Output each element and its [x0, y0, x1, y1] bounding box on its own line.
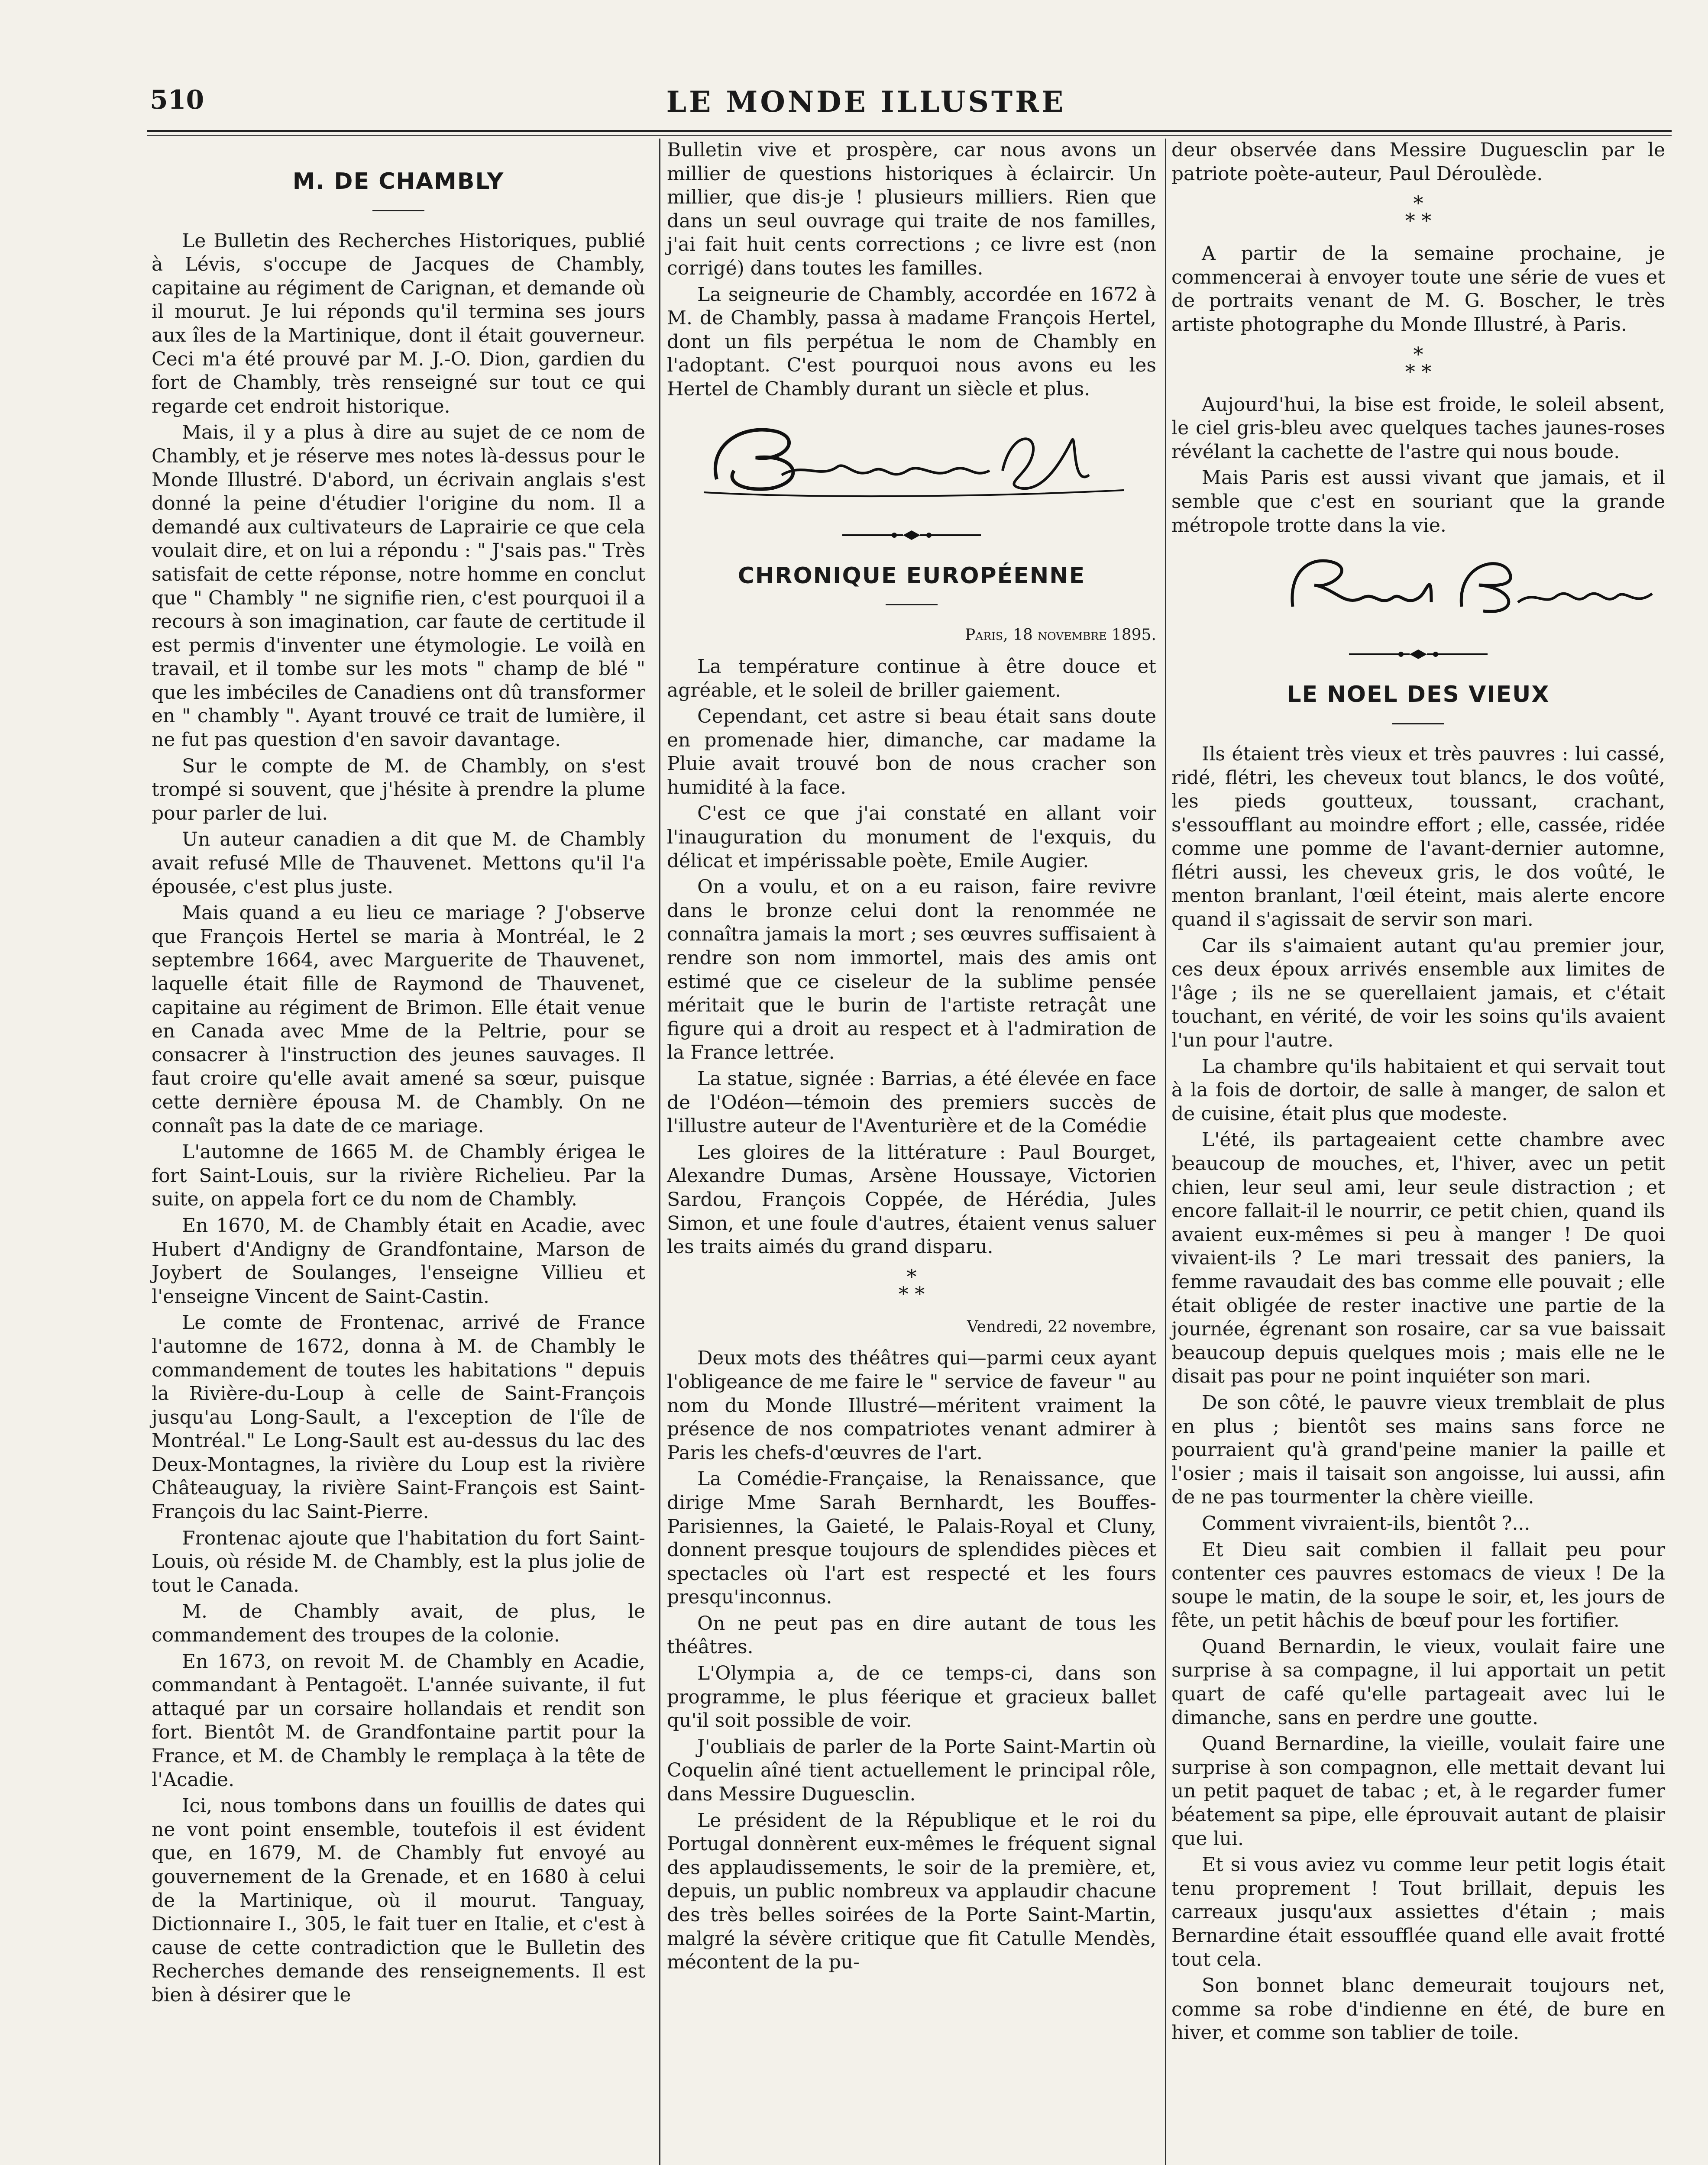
paragraph: On a voulu, et on a eu raison, faire revivre dans le bronze celui dont la renommée ne connaîtra jamais la mort ; ses œuvres suffisaient à rendre son nom immortel, mais des amis ont estimé que ce ciseleur de la sublime pensée méritait que le burin de l'artiste retraçât une figure qui a droit au respect et à l'admiration de la France lettrée. [667, 876, 1156, 1064]
ornamental-rule [667, 524, 1156, 548]
dateline: Paris, 18 novembre 1895. [964, 626, 1156, 644]
paragraph: Car ils s'aimaient autant qu'au premier jour, ces deux époux arrivés ensemble aux limites de l'âge ; ils ne se querellaient jamais, et c'était touchant, en vérité, de voir les soins qu'ils avaient l'un pour l'autre. [1171, 934, 1665, 1052]
column-rule-2 [1165, 139, 1166, 2165]
paragraph: Bulletin vive et prospère, car nous avons un millier de questions historiques à éclaircir. Un millier, que dis-je ! plusieurs milliers. Rien que dans un seul ouvrage qui traite de nos familles, j'ai fait huit cents corrections ; ce livre est (non corrigé) dans toutes les familles. [667, 139, 1156, 279]
paragraph: M. de Chambly avait, de plus, le commandement des troupes de la colonie. [152, 1600, 645, 1647]
paragraph: Ils étaient très vieux et très pauvres : lui cassé, ridé, flétri, les cheveux tout blancs, le dos voûté, les pieds goutteux, toussant, crachant, s'essoufflant au moindre effort ; elle, cassée, ridée comme une pomme de l'avant-dernier automne, flétri aussi, les cheveux gris, le dos voûté, le menton branlant, l'œil éteint, mais alerte encore quand il s'agissait de servir son mari. [1171, 743, 1665, 931]
header-rule [147, 130, 1672, 132]
paragraph: La seigneurie de Chambly, accordée en 1672 à M. de Chambly, passa à madame François Hertel, dont un fils perpétua le nom de Chambly en l'adoptant. C'est pourquoi nous avons eu les Hertel de Chambly durant un siècle et plus. [667, 283, 1156, 400]
paragraph: On ne peut pas en dire autant de tous les théâtres. [667, 1612, 1156, 1658]
article-body-chambly [152, 229, 645, 2007]
paragraph: Ici, nous tombons dans un fouillis de dates qui ne vont point ensemble, toutefois il est évident que, en 1679, M. de Chambly fut envoyé au gouvernement de la Grenade, et en 1680 à celui de la Martinique, où il mourut. Tanguay, Dictionnaire I., 305, le fait tuer en Italie, et c'est à cause de cette contradiction que le Bulletin des Recherches demande des renseignements. Il est bien à désirer que le [152, 1795, 645, 2006]
ornamental-rule [1171, 643, 1665, 667]
article-heading-chronique: CHRONIQUE EUROPÉENNE [738, 562, 1086, 589]
paragraph: Son bonnet blanc demeurait toujours net, comme sa robe d'indienne en été, de bure en hiver, et comme son tablier de toile. [1171, 1974, 1665, 2044]
paragraph: Mais, il y a plus à dire au sujet de ce nom de Chambly, et je réserve mes notes là-dessus pour le Monde Illustré. D'abord, un écrivain anglais s'est donné la peine d'étudier l'origine du nom. Il a demandé aux cultivateurs de Laprairie ce que cela voulait dire, et on lui a répondu : " J'sais pas." Très satisfait de cette réponse, notre homme en conclut que " Chambly " ne signifie rien, c'est pourquoi il a recours à son imagination, car faute de certitude il est permis d'inventer une étymologie. Le voilà en travail, et il tombe sur les mots " champ de blé " que les imbéciles de Canadiens ont dû transformer en " chambly ". Ayant trouvé ce trait de lumière, il ne fut pas question d'en savoir davantage. [152, 421, 645, 751]
paragraph: Comment vivraient-ils, bientôt ?... [1202, 1512, 1530, 1535]
column-1 [152, 139, 645, 2007]
paragraph: Le président de la République et le roi du Portugal donnèrent eux-mêmes le fréquent signal des applaudissements, le soir de la première, et, depuis, un public nombreux va applaudir chacune des très belles soirées de la Porte Saint-Martin, malgré la sévère critique que fit Catulle Mendès, mécontent de la pu- [667, 1809, 1156, 1974]
article-heading-noel: LE NOEL DES VIEUX [1287, 682, 1550, 708]
page-number: 510 [150, 85, 204, 115]
paragraph: J'oubliais de parler de la Porte Saint-Martin où Coquelin aîné tient actuellement le principal rôle, dans Messire Duguesclin. [667, 1735, 1156, 1806]
handwritten-signature-icon [691, 406, 1132, 505]
paragraph: Mais Paris est aussi vivant que jamais, et il semble que c'est en souriant que la grande métropole trotte dans la vie. [1171, 467, 1665, 536]
paragraph: La chambre qu'ils habitaient et qui servait tout à la fois de dortoir, de salle à manger, de salon et de cuisine, était plus que modeste. [1171, 1055, 1665, 1125]
asterism-icon: * * * [1405, 191, 1432, 233]
signature-brosseau [1171, 542, 1665, 630]
paragraph: En 1673, on revoit M. de Chambly en Acadie, commandant à Pentagoët. L'année suivante, il fut attaqué par un corsaire hollandais et rendit son fort. Bientôt M. de Grandfontaine partit pour la France, et M. de Chambly le remplaça à la tête de l'Acadie. [152, 1650, 645, 1791]
paragraph: A partir de la semaine prochaine, je commencerai à envoyer toute une série de vues et de portraits venant de M. G. Boscher, le très artiste photographe du Monde Illustré, à Paris. [1171, 242, 1665, 336]
paragraph: C'est ce que j'ai constaté en allant voir l'inauguration du monument de l'exquis, du délicat et impérissable poète, Emile Augier. [667, 802, 1156, 872]
paragraph: Les gloires de la littérature : Paul Bourget, Alexandre Dumas, Arsène Houssaye, Victorien Sardou, François Coppée, de Hérédia, Jules Simon, et une foule d'autres, étaient venus saluer les traits aimés du grand disparu. [667, 1141, 1156, 1258]
paragraph: Deux mots des théâtres qui—parmi ceux ayant l'obligeance de me faire le " service de faveur " au nom du Monde Illustré—méritent vraiment la présence de nos compatriotes venant admirer à Paris les chefs-d'œuvres de l'art. [667, 1347, 1156, 1464]
paragraph: La Comédie-Française, la Renaissance, que dirige Mme Sarah Bernhardt, les Bouffes-Parisiennes, la Gaieté, le Palais-Royal et Cluny, donnent presque toujours de splendides pièces et spectacles où l'art est respecté et les fours presqu'inconnus. [667, 1468, 1156, 1609]
ornamental-rule-icon [838, 529, 985, 542]
heading-rule [1392, 723, 1444, 724]
paragraph: Quand Bernardine, la vieille, voulait faire une surprise à son compagnon, elle mettait devant lui un petit paquet de tabac ; et, à le regarder fumer béatement sa pipe, elle éprouvait autant de plaisir que lui. [1171, 1733, 1665, 1850]
article-heading-chambly: M. DE CHAMBLY [292, 168, 505, 194]
column-3 [1171, 139, 1665, 2045]
paragraph: Sur le compte de M. de Chambly, on s'est trompé si souvent, que j'hésite à prendre la plume pour parler de lui. [152, 755, 645, 824]
column-rule-1 [659, 139, 660, 2165]
signature-sulte [667, 406, 1156, 511]
paragraph: La température continue à être douce et agréable, et le soleil de briller gaiement. [667, 655, 1156, 701]
paragraph: Frontenac ajoute que l'habitation du fort Saint-Louis, où réside M. de Chambly, est la plus jolie de tout le Canada. [152, 1527, 645, 1596]
dateline: Vendredi, 22 novembre, [967, 1318, 1156, 1336]
paragraph: De son côté, le pauvre vieux tremblait de plus en plus ; bientôt ses mains sans force ne pourraient qu'à grand'peine manier la paille et l'osier ; mais il taisait son angoisse, lui aussi, afin de ne pas tourmenter la chère vieille. [1171, 1391, 1665, 1509]
paragraph: En 1670, M. de Chambly était en Acadie, avec Hubert d'Andigny de Grandfontaine, Marson de Joybert de Soulanges, l'enseigne Villieu et l'enseigne Vincent de Saint-Castin. [152, 1214, 645, 1308]
paragraph: Et Dieu sait combien il fallait peu pour contenter ces pauvres estomacs de vieux ! De la soupe le matin, de la soupe le soir, et, les jours de fête, un petit hâchis de bœuf pour les fortifier. [1171, 1538, 1665, 1632]
paragraph: Aujourd'hui, la bise est froide, le soleil absent, le ciel gris-bleu avec quelques taches jaunes-roses révélant la cachette de l'astre qui nous boude. [1171, 393, 1665, 463]
paragraph: Cependant, cet astre si beau était sans doute en promenade hier, dimanche, car madame la Pluie avait trouvé bon de nous cracher son humidité à la face. [667, 705, 1156, 798]
paragraph: La statue, signée : Barrias, a été élevée en face de l'Odéon—témoin des premiers succès de l'illustre auteur de l'Aventurière et de la Comédie [667, 1068, 1156, 1137]
paragraph: Et si vous aviez vu comme leur petit logis était tenu proprement ! Tout brillait, depuis les carreaux jusqu'aux assiettes d'étain ; mais Bernardine était essoufflée quand elle avait frotté tout cela. [1171, 1854, 1665, 1971]
paragraph: Le comte de Frontenac, arrivé de France l'automne de 1672, donna à M. de Chambly le commandement de toutes les habitations " depuis la Rivière-du-Loup à celle de Saint-François jusqu'au Long-Sault, a l'exception de l'île de Montréal." Le Long-Sault est au-dessus du lac des Deux-Montagnes, la rivière du Loup est la rivière Châteauguay, la rivière Saint-François est Saint-François du lac Saint-Pierre. [152, 1312, 645, 1523]
paragraph: L'été, ils partageaient cette chambre avec beaucoup de mouches, et, l'hiver, avec un petit chien, leur seul ami, leur seule distraction ; et encore fallait-il le nourrir, ce petit chien, quand ils avaient eux-mêmes si peu à manger ! De quoi vivaient-ils ? Le mari tressait des paniers, la femme ravaudait des bas comme elle pouvait ; elle était obligée de rester inactive une partie de la journée, égrenant son rosaire, car sa vue baissait beaucoup depuis quelques mois ; mais elle ne le disait pas pour ne point inquiéter son mari. [1171, 1129, 1665, 1388]
heading-rule [372, 210, 424, 211]
paragraph: L'automne de 1665 M. de Chambly érigea le fort Saint-Louis, sur la rivière Richelieu. Par la suite, on appela fort ce du nom de Chambly. [152, 1141, 645, 1211]
heading-rule [886, 604, 938, 605]
paragraph: Quand Bernardin, le vieux, voulait faire une surprise à sa compagne, il lui apportait un petit quart de café qu'elle partageait avec lui le dimanche, sans en perdre une goutte. [1171, 1635, 1665, 1729]
handwritten-signature-icon [1275, 542, 1665, 624]
asterism-icon: * * * [898, 1264, 925, 1305]
paragraph: Un auteur canadien a dit que M. de Chambly avait refusé Mlle de Thauvenet. Mettons qu'il l'a épousée, c'est plus juste. [152, 828, 645, 898]
column-2 [667, 139, 1156, 1974]
paragraph: Mais quand a eu lieu ce mariage ? J'observe que François Hertel se maria à Montréal, le 2 septembre 1664, avec Marguerite de Thauvenet, laquelle était fille de Raymond de Thauvenet, capitaine au régiment de Brimon. Elle était venue en Canada avec Mme de la Peltrie, pour se consacrer à l'instruction des jeunes sauvages. Il faut croire qu'elle avait amené sa sœur, puisque cette dernière épousa M. de Chambly. On ne connaît pas la date de ce mariage. [152, 902, 645, 1137]
masthead-title: LE MONDE ILLUSTRE [666, 85, 1066, 119]
asterism-icon: * * * [1405, 342, 1432, 383]
ornamental-rule-icon [1345, 648, 1492, 661]
paragraph: deur observée dans Messire Duguesclin par le patriote poète-auteur, Paul Déroulède. [1171, 139, 1665, 185]
paragraph: Le Bulletin des Recherches Historiques, publié à Lévis, s'occupe de Jacques de Chambly, capitaine au régiment de Carignan, et demande où il mourut. Je lui réponds qu'il termina ses jours aux îles de la Martinique, dont il était gouverneur. Ceci m'a été prouvé par M. J.-O. Dion, gardien du fort de Chambly, très renseigné sur tout ce qui regarde cet endroit historique. [152, 229, 645, 417]
paragraph: L'Olympia a, de ce temps-ci, dans son programme, le plus féerique et gracieux ballet qu'il soit possible de voir. [667, 1662, 1156, 1732]
header-rule-thin [147, 135, 1672, 136]
